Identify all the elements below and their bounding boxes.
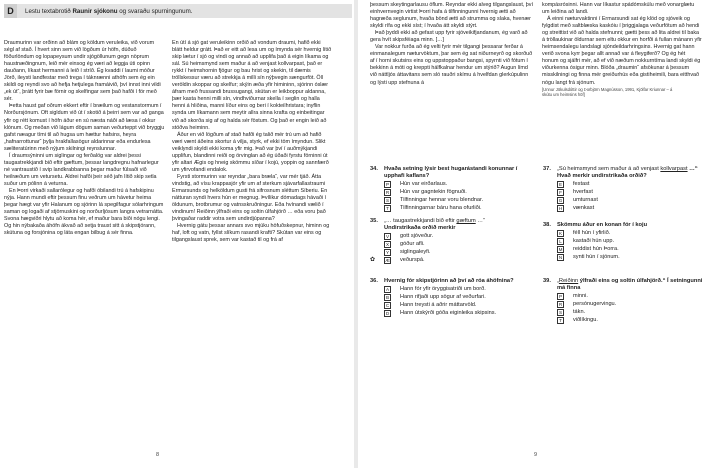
answer-checkbox[interactable]: X [385,242,390,248]
paragraph: En útí á sjó gat veruleikinn orðið að vondum draumi, hafið ekki blátt heldur grátt. Það er eitt að lesa um og ímynda sér hvernig lítið skip lætur í sjó og vindi og annað að upplifa það á eigin líkama og sál. Sú heimsmynd sem maður á að venjast kollvarpast, það er rykkt í heimshornin fjögur og bau hrist og skekin, til dæmis tröllskessur væru að strekkja á milli sín nýþvegin sængurföt. Öll veröldin skoppar og skelfur; skýin æða yfir himininn, sjórinn óslær áfram með frussandi brussugangi, skútan er leikboppur aldanna, þær kasta henni milli sín, vindhviðurnar skella í seglin og halla henni á hliðina, manni líður eins og beri í kokteilhristara; inyflin synda um líkamann sem meytir allra sinna krafta og einbeitingar við að skorða sig af og halda sér föstum. Og það er engin leið að stöðva heiminn. [172,40,332,131]
answer-option[interactable]: C Hann treysti á aðrir máttarvöld. [385,301,477,308]
answer-checkbox[interactable]: P [385,182,390,188]
left-page [0,0,354,468]
paragraph: Fyrsti stormurinn var reyndar „bara bræla“, var mér tjáð. Átta vindstig, að vísu krappasjór yfir um af sterkum sjávarfallastraumi Ermarsunds og helköldum gusti frá sifrosnum sléttum Síberiu. En nátturan syndi hvers hún er megnug. Þvílikur dómadags hávaði í öldunum, brotbrumur og vatnsskruðningur. Eða hvínandi vælið í vindinum! Reiðinn ýlfraði eins og soltin úlfahjörð … eða voru það þvingaðar raddir votra sem undirdjúpanna? [172,173,328,223]
answer-option[interactable]: S Tilfinningar hennar voru blendnar. [385,196,484,204]
flower-icon: ✿ [370,257,376,264]
answer-checkbox[interactable]: D [385,310,390,316]
text-column-3 [370,2,534,87]
paragraph: Var nokkur furða að ég velti fyrir mér tilgangi þessarar ferðar á einmanalegum næturvöktum, þar sem ég sat niðurneyrð og skorðuð af í horni skutsins eins og uppstoppaður bangsi, spyrnti við fótum í bekkinn á móti og kreppti hálfkalnar hendur um stýrið? Augun límd við náttljós áttavitans sem sló rauðri skímu á hvelfdan glerkúpulinn og lýsti upp stefnuna á [370,44,533,86]
answer-checkbox[interactable]: C [385,302,390,308]
answer-option[interactable]: A Hann fór yfir öryggisatriði um borð. [385,285,486,292]
answer-checkbox[interactable]: M [558,246,563,252]
paragraph: kompásrósinni. Hann var líkastur spádómskúlu með vonarglætu um leiðina að landi. [542,2,695,16]
question-39 [543,278,703,324]
text-column-1 [4,40,165,237]
paragraph: þessum skeytingarlausu öflum. Reyndar ekki alveg tilgangslaust, því einhvernvegin virtist Þorri hafa á tilfinningunni hvernig ætti að hagræða seglunum, hvaða bönd ætti að strumma og slaka, hvenær skyldi rífa og ekki síst; í hvaða átt skyldi stýrt. [370,2,533,30]
answer-option[interactable]: Y siglingaleyfi. [385,248,431,256]
section-header [4,4,352,18]
question-37 [543,166,703,212]
question-text: „Reiðinn ýlfraði eins og soltin úlfahjörð.“ Í setningunni má finna [557,278,703,292]
answer-option[interactable]: T Tilfinningarnar báru hana ofurliði. [370,205,530,212]
answer-checkbox[interactable]: S [558,310,563,316]
answer-checkbox[interactable]: F [557,189,564,196]
question-38 [543,222,703,261]
question-text: Skömmu áður en konan fór í koju [557,222,648,228]
answer-checkbox[interactable]: R [385,190,390,196]
question-number: 36. [370,278,378,284]
question-number: 35. [370,218,378,224]
page-number: 8 [156,452,160,458]
question-text: „Sú heimsmynd sem maður á að venjast kollvarpast …“ Hvað merkir undirstrikaða orðið? [557,166,698,180]
answer-option[interactable]: B Hann rifjaði upp sögur af veðurfari. [385,293,486,300]
answer-checkbox[interactable]: T [384,205,391,212]
question-35 [370,218,530,264]
answer-option[interactable]: V gott sjóveður. [385,233,434,240]
question-number: 38. [543,222,551,228]
answer-option[interactable]: P minni. [558,293,588,300]
question-36 [370,278,530,317]
paragraph: Draumurinn var orðinn að blám og köldum veruleika, við vorum ségl af stað. Í hvert sinn sem við lögðum úr höfn, dúðuð föðurlöndum og lopapeysum undir sjógöllunum gegn nöprum haustnæðingnum, leið mér einsog ég væri að leggja úti opinn dauðann, líkast hermanni á leið í stríð. Ég kvaddi í laumi móður Jörð, ileysti landfestar með trega í táknrænni athöfn sem ég ein skildi og reyndi svo að hefja hetjulega framáivið, því innst inni vildi „ek út“, þrátt fyrir bæ förnir og skelfingar sem það hafði í för með sér. [4,40,161,103]
answer-option[interactable]: ✿ Æ veðurspá. [370,256,425,264]
answer-checkbox[interactable]: A [385,287,390,292]
paragraph: En Þorri virkaði sallarólegur og hafði óbilandi trú á hafskipinu nýja. Hann mundi eftir þessum finu veðrum um hávetur heima þegar hægt var yfir Halanum og sjórinn lá spegilfagur sólarhringum saman og logaði af stjörnuskini og norðurljósum langra vetrarnátta. Svona hægviðri hlytu að koma hér, ef maður bara biði nógu lengi. Og hin nýbakaða áhöfn ákvað að setja traust sitt á skipstjórann, skútuna og forsjónina og láta engan bilbug á sér finna. [4,187,164,237]
answer-checkbox[interactable]: P [558,294,563,300]
answer-option[interactable]: X góður afli. [385,241,425,248]
answer-checkbox[interactable]: L [557,238,564,245]
paragraph: Á einni næturvaktinni í Ermarsundi sat ég klöd og sjóveik og fylgdist með saltblæska kaskóiu í þriggjalaga veðurfötum að hendi og streittist við að halda stefnunni; gætti þess að lita aldrei til baka á tröllaukinar öldurnar sem eltu okkur en horfði á fullan mánann yfir heimsendalegu landslagi sjóndeildarhringsins. Hvernig gat hann verið svona kyrr þegar allt annað var á fleygiferð? Og ég hét honum og sjálfri mér, að ef við næðum nokkurntíma landi skyldi ég viðurkenna ósigur minn. Blóða „draumin“ afsökunar á þessum misskilningi og finna mér greiðurhús eða gistiheimili, bara eitthvað nógu langt frá sjónum. [542,16,702,86]
answer-option[interactable]: R persónugervingu. [558,301,617,308]
answer-option[interactable]: G umturnast [558,196,598,204]
answer-option[interactable]: S tákn. [558,308,586,316]
question-text: Hvaða setning lýsir best hugarástandi konunnar í upphafi kaflans? [384,166,518,180]
right-page [358,0,713,468]
answer-checkbox[interactable]: E [558,182,563,188]
answer-option[interactable]: F hverfast [543,189,703,196]
answer-option[interactable]: N synti hún í sjónum. [558,253,620,260]
answer-option[interactable]: P Hún var eirðarlaus. [385,181,448,188]
question-text: „… taugastrekkjandi bið eftir gæftum …“ Undirstrikaða orðið merkir [384,218,485,232]
answer-option[interactable]: D Hann útskýrði góða eiginleika skipsins. [385,309,497,316]
paragraph: Hvernig gátu þessar annars svo mjúku höfuðskepnur, himinn og haf, loft og vatn, fyllst slíkum rasandi krafti? Skútan var eins og tilgangslaust sprek, sem var kastað til og frá af [172,223,330,244]
answer-checkbox[interactable]: B [385,294,390,300]
instruction: Lestu textabrotið Raunir sjókonu og svaraðu spurningunum. [25,7,193,15]
question-number: 39. [543,278,551,284]
answer-checkbox[interactable]: N [558,254,563,260]
text-column-2 [172,40,332,244]
page-number: 9 [534,452,538,458]
answer-checkbox[interactable]: K [558,231,563,236]
answer-checkbox[interactable]: Y [385,250,390,256]
answer-option[interactable]: K féll hún í yfirlið. [558,229,611,236]
question-number: 37. [543,166,551,172]
paragraph: Áður en við lögðum af stað hafði ég talið mér trú um að hafið væri vænt áðeins skortur á vilja, styrk, ef ekki töm ímyndun. Slikt veiklyndi skyldi ekki koma yfir mig. Það var því í auðmýkjandi upplifun, blandinni reiði og örvinglan að ég úðaði fyrstu förninni út yfir altari Ægis og hneig skömmu síðar í kojú, yoppin og sannfærð um yfirvofandi endalok. [172,131,329,173]
answer-checkbox[interactable]: G [558,198,563,204]
answer-option[interactable]: L kastaði hún upp. [543,238,703,245]
answer-option[interactable]: R Hún var gagntekin fögnuði. [385,189,467,196]
question-34 [370,166,530,212]
question-number: 34. [370,166,378,172]
answer-checkbox[interactable]: V [385,234,390,240]
paragraph: Það þyddi ekki að gefast upp fyrir sjóveikifjandanum, ég varð að gera hvít skipsféiaga minn. […] [370,30,528,44]
source-citation: [Unnur Jökulsdóttir og Þorbjörn Magnússon, 1991, Kjölfar Kriunnar – á skútu um heimsins höf] [542,86,673,97]
paragraph: Þetta haust gaf oðrum ekkert eftir í bræilum og vestanstormum í Norðursjónum. Oft sigldum við út í skotið á þeirri sem var að ganga yfir og rétt komust í höfn áður en sú næsta náði að læsa í okkur klónum. Og meðan við lágum dögum saman veðurteppt við bryggju gafst næagur tími til að hugsa um hættur hafsins, heyra „hafnarrottunar“ þylja hrakfallasögur aldarinnar eða endurlesa sæliteratúrinn með nýjum skilningi reynslunnar. [4,103,165,152]
question-text: Hvernig fór skipstjórinn að því að róa áhöfnina? [384,278,514,284]
answer-checkbox[interactable]: R [558,302,563,308]
answer-option[interactable]: T viðlíkingu. [543,317,703,324]
story-title: Raunir sjókonu [72,7,118,15]
answer-option[interactable]: M reiddist hún Þorra. [558,245,619,252]
paragraph: Í draumsýninni um siglingar og ferðalög var aldrei þessi taugastrekkjandi bið eftir gæftum, þessar langdregnu hafnarlegur né vantraustið í svip landkrabbanna þegar maður fúlsaði við heilræðum um vetursetu. Aldrei hafði þeir séð jafn lítið skip setla suður um pólinn á veturna. [4,152,159,187]
answer-option[interactable]: E festast [558,181,590,188]
answer-checkbox[interactable]: S [385,198,390,204]
answer-option[interactable]: H vænkast [558,204,595,212]
answer-checkbox[interactable]: H [558,206,563,212]
text-column-4 [542,2,702,97]
answer-checkbox[interactable]: T [557,317,564,324]
section-tag: D [4,4,17,18]
answer-checkbox[interactable]: Æ [385,258,390,264]
